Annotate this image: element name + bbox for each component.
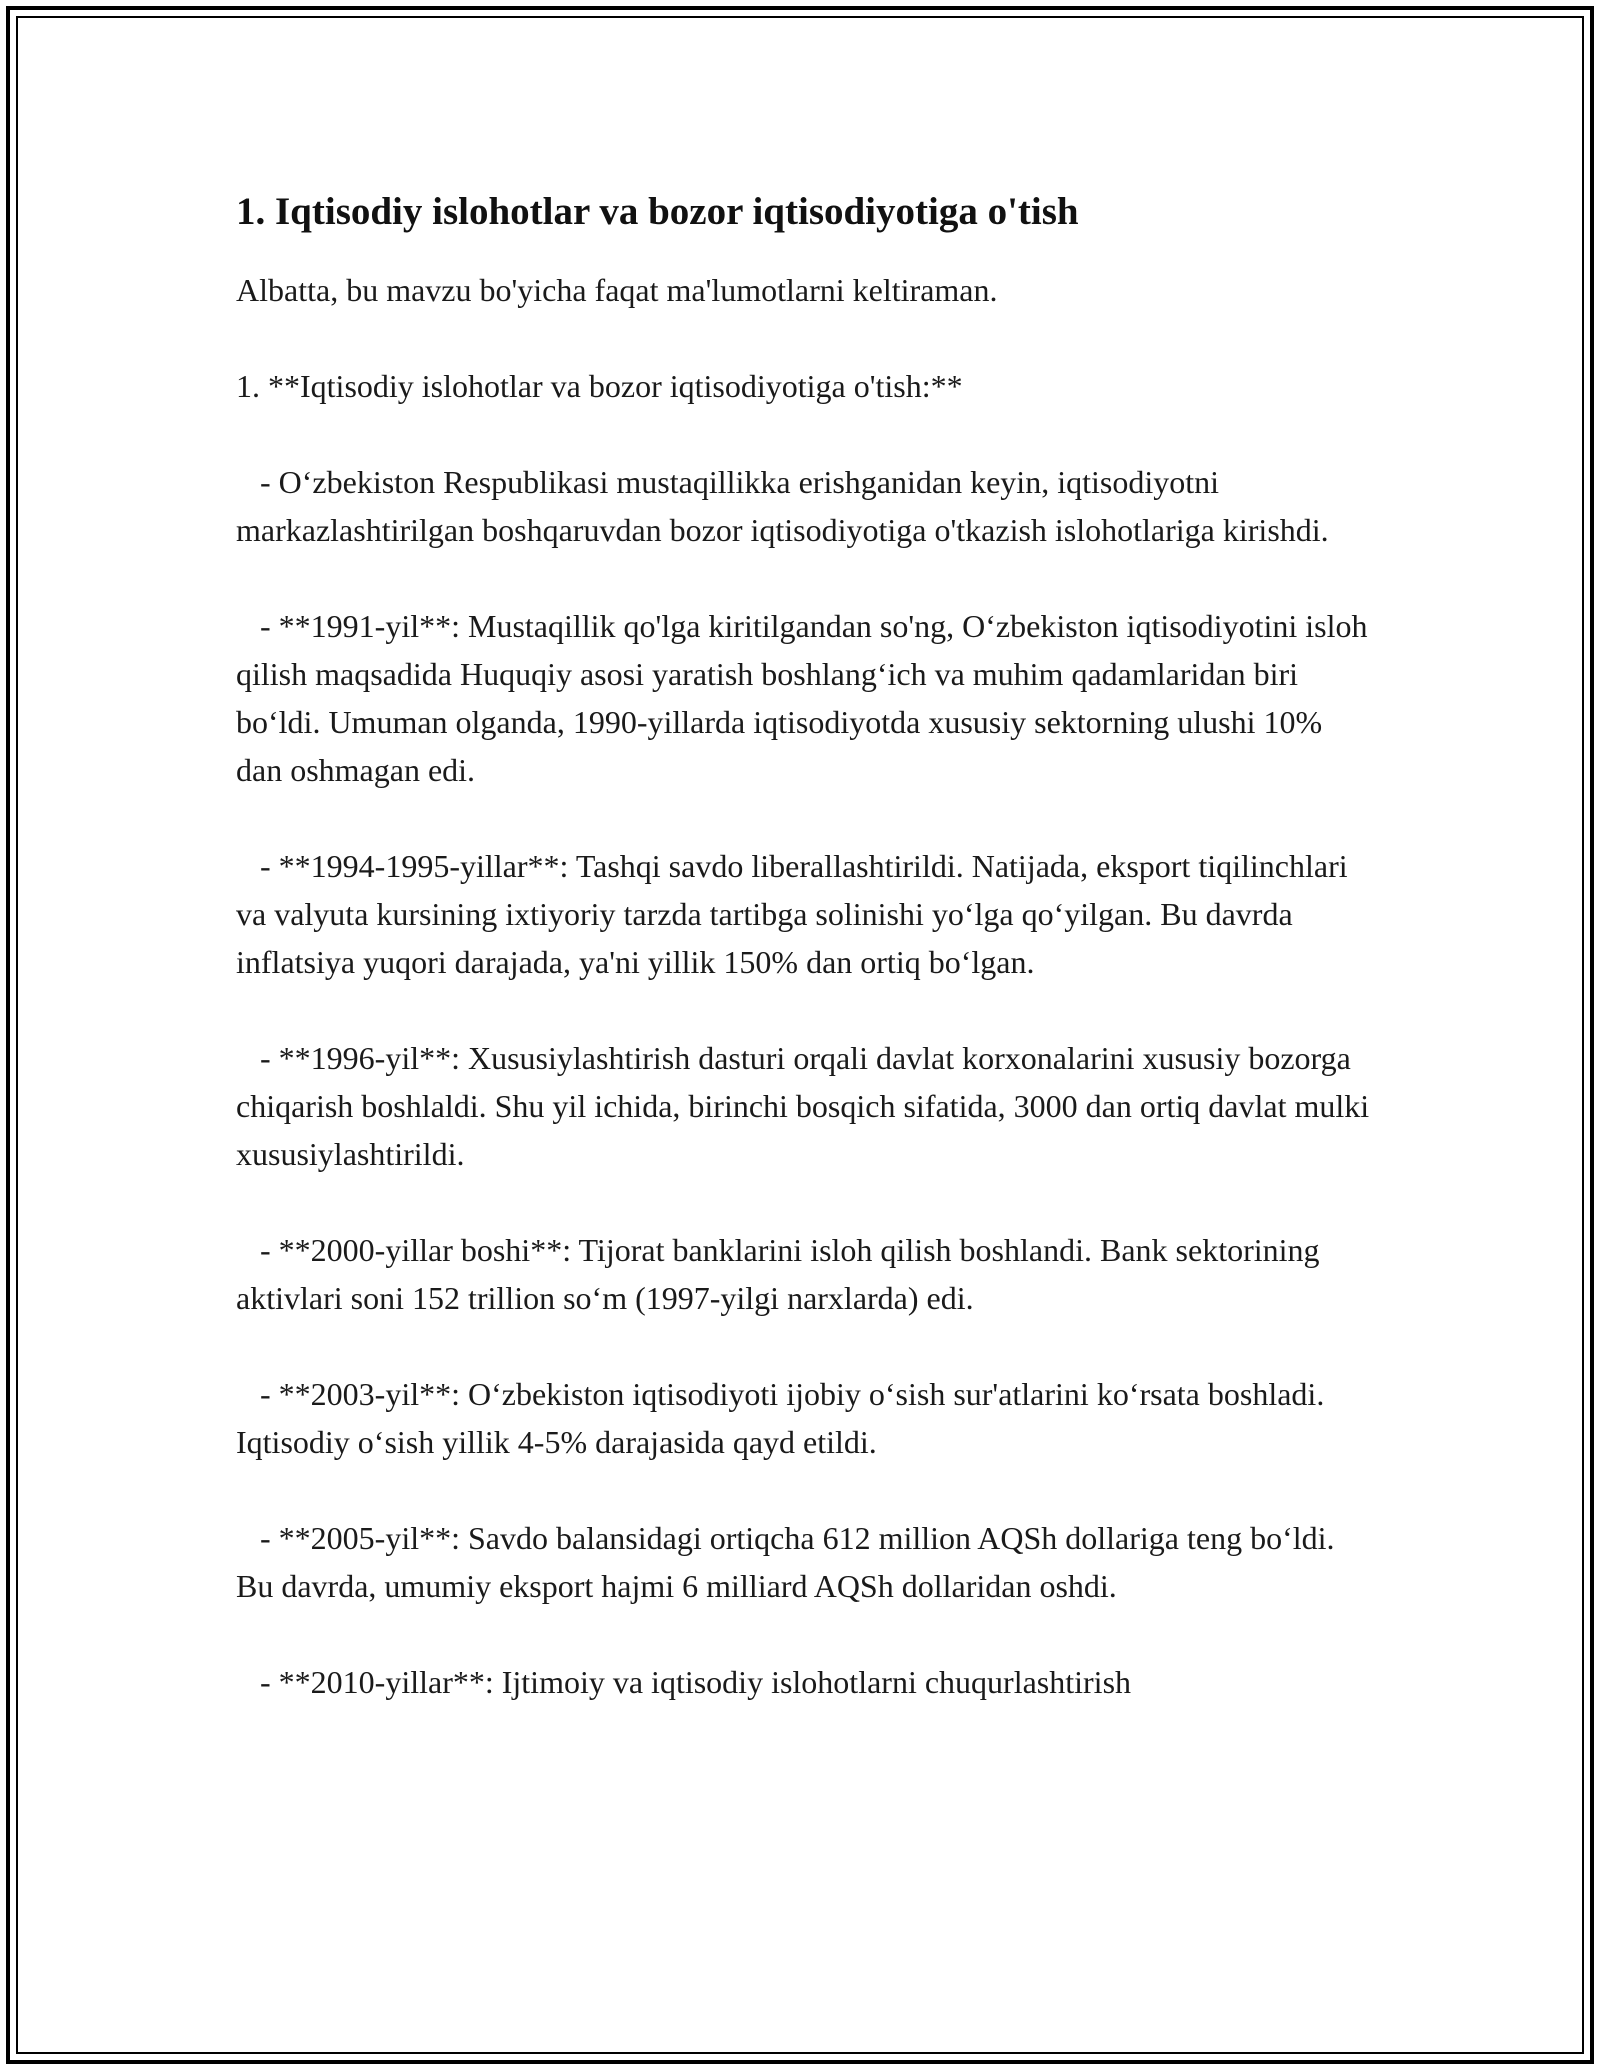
paragraph-2000s: - **2000-yillar boshi**: Tijorat banklarini isloh qilish boshlandi. Bank sektorining aktivlari soni 152 trillion so‘m (1997-yilgi narxlarda) edi. xyxy=(236,1232,1328,1316)
paragraph-2010s: - **2010-yillar**: Ijtimoiy va iqtisodiy islohotlarni chuqurlashtirish xyxy=(236,1664,1132,1700)
paragraph-1991: - **1991-yil**: Mustaqillik qo'lga kiritilgandan so'ng, O‘zbekiston iqtisodiyotini isloh qilish maqsadida Huquqiy asosi yaratish boshlang‘ich va muhim qadamlaridan biri bo‘ldi. Umuman olganda, 1990-yillarda iqtisodiyotda xususiy sektorning ulushi 10% dan oshmagan edi. xyxy=(236,608,1376,788)
paragraph-1996: - **1996-yil**: Xususiylashtirish dasturi orqali davlat korxonalarini xususiy bozorga chiqarish boshlaldi. Shu yil ichida, birinchi bosqich sifatida, 3000 dan ortiq davlat mulki xususiylashtirildi. xyxy=(236,1040,1378,1172)
paragraph-2005: - **2005-yil**: Savdo balansidagi ortiqcha 612 million AQSh dollariga teng bo‘ldi. Bu davrda, umumiy eksport hajmi 6 milliard AQSh dollaridan oshdi. xyxy=(236,1520,1343,1604)
paragraph-independence: - O‘zbekiston Respublikasi mustaqillikka erishganidan keyin, iqtisodiyotni markazlashtirilgan boshqaruvdan bozor iqtisodiyotiga o'tkazish islohotlariga kirishdi. xyxy=(236,464,1329,548)
paragraph-2003: - **2003-yil**: O‘zbekiston iqtisodiyoti ijobiy o‘sish sur'atlarini ko‘rsata boshladi. Iqtisodiy o‘sish yillik 4-5% darajasida qayd etildi. xyxy=(236,1376,1333,1460)
document-heading: 1. Iqtisodiy islohotlar va bozor iqtisodiyotiga o'tish xyxy=(236,190,1079,233)
intro-text: Albatta, bu mavzu bo'yicha faqat ma'lumotlarni keltiraman. xyxy=(236,272,998,308)
document-body xyxy=(236,186,1376,1754)
section-title: 1. **Iqtisodiy islohotlar va bozor iqtisodiyotiga o'tish:** xyxy=(236,368,963,404)
paragraph-1994-1995: - **1994-1995-yillar**: Tashqi savdo liberallashtirildi. Natijada, eksport tiqilinchlari va valyuta kursining ixtiyoriy tarzda tartibga solinishi yo‘lga qo‘yilgan. Bu davrda inflatsiya yuqori darajada, ya'ni yillik 150% dan ortiq bo‘lgan. xyxy=(236,848,1356,980)
